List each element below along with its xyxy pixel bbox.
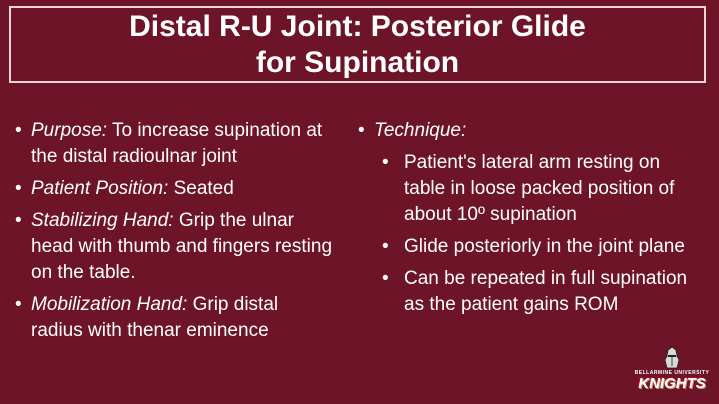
bullet-text: Seated [168,178,234,199]
technique-item: • Patient's lateral arm resting on table in loose packed position of about 10º supination [380,150,706,228]
technique-list [356,118,706,318]
logo-knights-text: KNIGHTS [638,375,706,392]
left-column [13,118,333,350]
bullet-label: Mobilization Hand: [31,294,188,315]
technique-item: • Can be repeated in full supination as the patient gains ROM [380,266,706,318]
title-box [9,6,706,83]
knight-helmet-icon [661,346,683,370]
bullet-label: Patient Position: [31,178,169,199]
technique-sub-list [374,150,706,318]
bullet-mobilization-hand [13,292,333,344]
right-column [356,118,706,324]
bullet-label: Stabilizing Hand: [31,210,174,231]
slide-title: Distal R-U Joint: Posterior Glide for Supination [129,9,586,79]
bullet-text: To increase supination at the distal radioulnar joint [31,120,323,167]
bullet-stabilizing-hand [13,208,333,286]
logo-university-text: BELLARMINE UNIVERSITY [634,370,710,376]
bellarmine-knights-logo [633,346,711,396]
bullet-text: Grip the ulnar head with thumb and fingers resting on the table. [31,210,333,283]
bullet-text: Grip distal radius with thenar eminence [31,294,279,341]
left-bullet-list [13,118,333,344]
technique-item: • Glide posteriorly in the joint plane [380,234,706,260]
bullet-label: Purpose: [31,120,108,141]
bullet-patient-position [13,176,333,202]
bullet-purpose [13,118,333,170]
technique-label: Technique: [374,120,467,141]
bullet-technique [356,118,706,318]
